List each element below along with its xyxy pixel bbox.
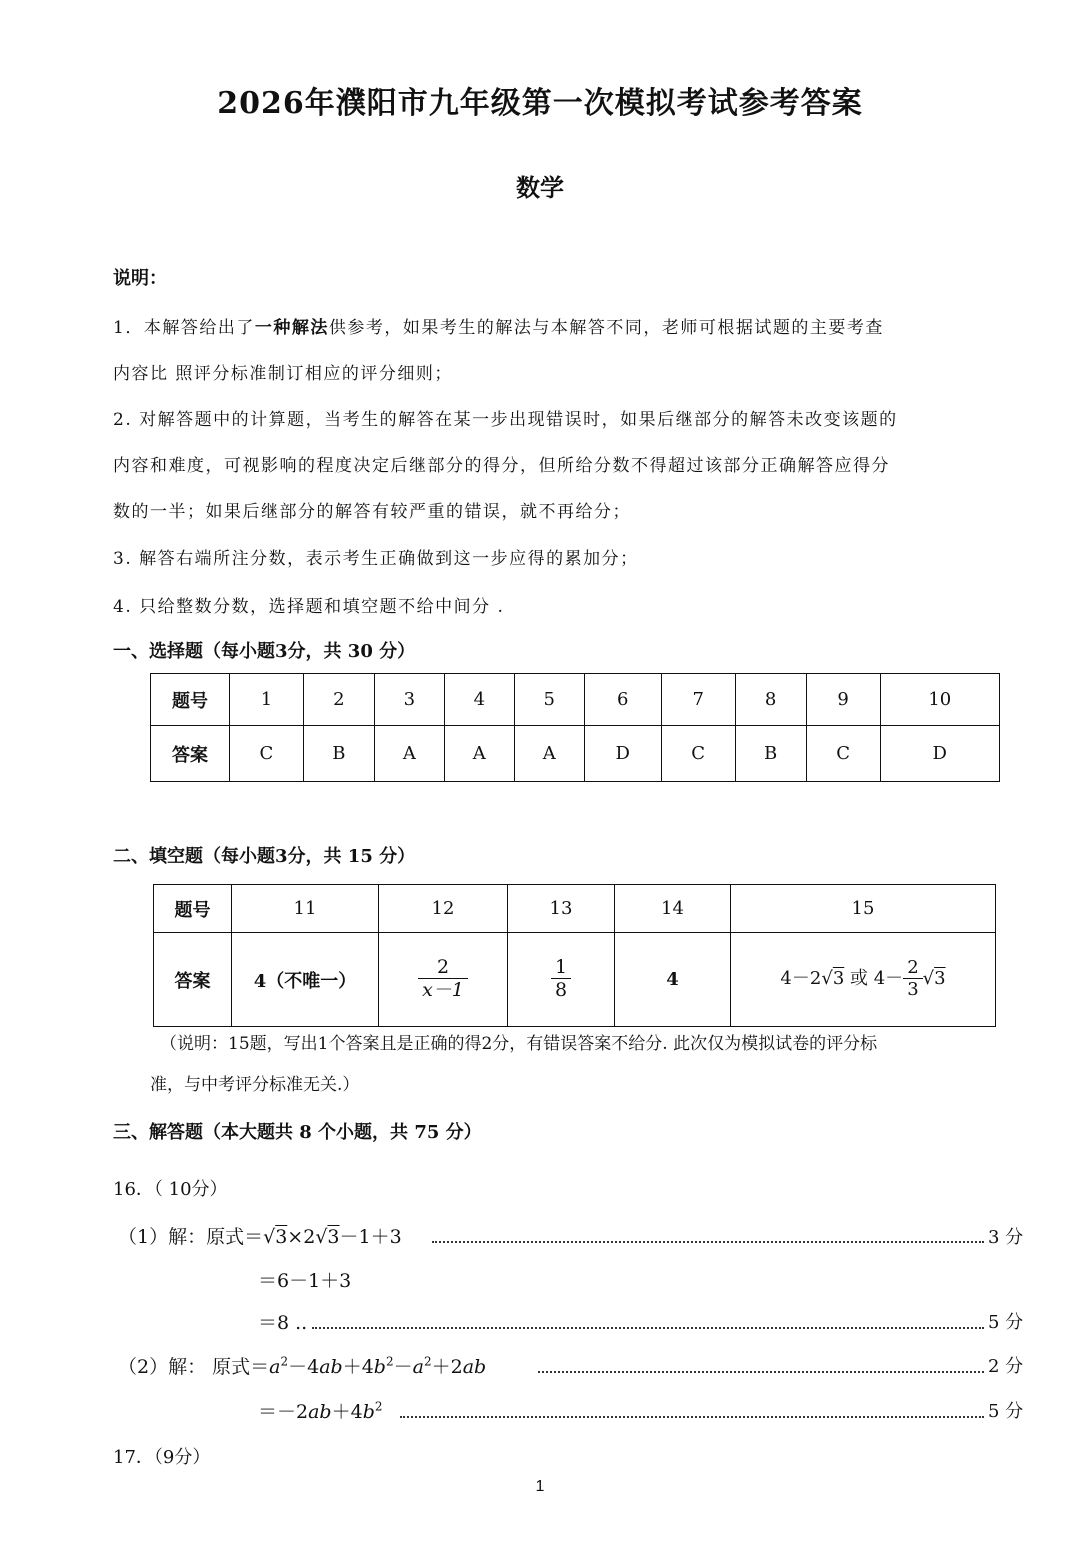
q16-part1-step1 (118, 1222, 402, 1249)
expr: ＋4 (331, 1401, 363, 1423)
expr: ab (308, 1401, 332, 1423)
fill-row-header-question: 题号 (154, 885, 232, 933)
or-word: 或 (850, 968, 868, 990)
sqrt-sign: √ (263, 1226, 276, 1248)
expr: － (393, 1356, 413, 1378)
part-label: （1）解：原式＝ (118, 1226, 264, 1248)
fraction-numerator: 2 (436, 956, 450, 979)
fill-row-header-answer: 答案 (154, 933, 232, 1027)
fill-q-11: 11 (232, 885, 379, 933)
leader-dots (432, 1241, 984, 1243)
score-5b: 5 分 (988, 1401, 1024, 1422)
fill-a-14: 4 (615, 933, 731, 1027)
fraction-denominator: x－1 (422, 979, 464, 1002)
q16-part2-step2 (258, 1397, 383, 1424)
note-3: 3. 解答右端所注分数，表示考生正确做到这一步应得的累加分； (113, 549, 639, 569)
fill-a-11: 4（不唯一） (232, 933, 379, 1027)
page-number: 1 (535, 1478, 545, 1495)
leader-dots (312, 1327, 984, 1329)
fill-q-13: 13 (508, 885, 615, 933)
fill-answer-table (153, 884, 996, 1027)
exponent: 2 (280, 1354, 289, 1369)
expr: ab (319, 1356, 343, 1378)
choice-q-8: 8 (735, 674, 806, 726)
q16-part2-step1 (118, 1352, 486, 1379)
note-2-line-3: 数的一半；如果后继部分的解答有较严重的错误，就不再给分； (113, 502, 631, 522)
expr: b (373, 1356, 386, 1378)
fill-q-14: 14 (615, 885, 731, 933)
expr: －4 (288, 1356, 320, 1378)
choice-q-2: 2 (303, 674, 374, 726)
row-header-answer: 答案 (151, 726, 230, 782)
fill-question-row (154, 885, 996, 933)
choice-q-7: 7 (661, 674, 735, 726)
fraction-2-over-x-minus-1 (418, 957, 468, 1002)
fill-a-12 (379, 933, 508, 1027)
expr: b (362, 1401, 375, 1423)
note-1-cont: 内容比 照评分标准制订相应的评分细则； (113, 364, 453, 384)
radicand: 3 (327, 1226, 340, 1248)
choice-a-2: B (303, 726, 374, 782)
expr-part: ×2 (287, 1226, 316, 1248)
q16-part1-step2: ＝6－1＋3 (258, 1270, 352, 1292)
choice-q-9: 9 (806, 674, 880, 726)
radicand: 3 (934, 968, 946, 990)
choice-answer-row (151, 726, 1000, 782)
page-title: 2026年濮阳市九年级第一次模拟考试参考答案 (217, 86, 863, 121)
choice-q-1: 1 (230, 674, 304, 726)
score-3: 3 分 (988, 1227, 1024, 1248)
choice-question-row (151, 674, 1000, 726)
exponent: 2 (374, 1399, 383, 1414)
fraction-denominator: 8 (554, 979, 568, 1002)
choice-a-4: A (444, 726, 514, 782)
expr: ＋4 (342, 1356, 374, 1378)
fill-a-13 (508, 933, 615, 1027)
section-2-heading: 二、填空题（每小题3分，共 15 分） (113, 846, 416, 867)
subject-title: 数学 (516, 173, 564, 202)
expr: ＋2 (431, 1356, 463, 1378)
note-2-line-2: 内容和难度，可视影响的程度决定后继部分的得分，但所给分数不得超过该部分正确解答应得分 (113, 456, 890, 476)
part-label: （2）解： 原式＝ (118, 1356, 270, 1378)
expr-part: 4－ (873, 968, 904, 990)
section-1-heading: 一、选择题（每小题3分，共 30 分） (113, 641, 416, 662)
fill-q-12: 12 (379, 885, 508, 933)
fill-q-15: 15 (731, 885, 996, 933)
notes-heading: 说明： (113, 268, 167, 289)
choice-a-1: C (230, 726, 304, 782)
q17-label: 17．（9分） (113, 1447, 211, 1468)
leader-dots (400, 1416, 984, 1418)
fraction-2-over-3 (903, 958, 922, 1000)
expr: ab (462, 1356, 487, 1378)
sqrt-sign: √ (315, 1226, 328, 1248)
score-2: 2 分 (988, 1356, 1024, 1377)
fraction-denominator: 3 (907, 979, 919, 1001)
note-1-pre: 1．本解答给出了 (113, 318, 255, 338)
leader-dots (538, 1371, 984, 1373)
fill-note-line-2: 准，与中考评分标准无关.） (150, 1075, 360, 1095)
note-4: 4. 只给整数分数，选择题和填空题不给中间分 . (113, 597, 505, 617)
fraction-1-over-8 (551, 957, 571, 1002)
q16-part1-step3: ＝8 .. (258, 1312, 308, 1334)
note-1 (113, 313, 884, 338)
choice-q-10: 10 (880, 674, 999, 726)
choice-a-8: B (735, 726, 806, 782)
choice-a-6: D (584, 726, 661, 782)
choice-q-5: 5 (514, 674, 584, 726)
row-header-question: 题号 (151, 674, 230, 726)
fill-note-line-1: （说明：15题，写出1个答案且是正确的得2分，有错误答案不给分. 此次仅为模拟试卷的评分标 (160, 1034, 878, 1054)
expr-part: 4－2 (780, 968, 822, 990)
choice-a-10: D (880, 726, 999, 782)
score-5: 5 分 (988, 1312, 1024, 1333)
note-1-bold: 一种解法 (254, 318, 329, 338)
q16-label: 16．（ 10分） (113, 1179, 228, 1200)
choice-q-4: 4 (444, 674, 514, 726)
sqrt-sign: √ (922, 968, 935, 990)
exponent: 2 (423, 1354, 432, 1369)
exponent: 2 (385, 1354, 394, 1369)
fraction-numerator: 1 (554, 956, 568, 979)
expr: ＝－2 (258, 1401, 309, 1423)
fill-answer-row (154, 933, 996, 1027)
radicand: 3 (275, 1226, 288, 1248)
fraction-numerator: 2 (907, 957, 919, 979)
choice-q-6: 6 (584, 674, 661, 726)
sqrt-sign: √ (821, 968, 833, 990)
section-3-heading: 三、解答题（本大题共 8 个小题，共 75 分） (113, 1122, 482, 1143)
expr: a (269, 1356, 281, 1378)
expr-part: －1＋3 (339, 1226, 402, 1248)
note-2-line-1: 2. 对解答题中的计算题，当考生的解答在某一步出现错误时，如果后继部分的解答未改变该题的 (113, 410, 898, 430)
expr: a (412, 1356, 424, 1378)
choice-a-7: C (661, 726, 735, 782)
choice-a-3: A (374, 726, 444, 782)
note-1-post: 供参考，如果考生的解法与本解答不同，老师可根据试题的主要考查 (328, 318, 884, 338)
choice-a-5: A (514, 726, 584, 782)
choice-answer-table (150, 673, 1000, 782)
radicand: 3 (832, 968, 845, 990)
fill-a-15 (731, 933, 996, 1027)
choice-q-3: 3 (374, 674, 444, 726)
choice-a-9: C (806, 726, 880, 782)
